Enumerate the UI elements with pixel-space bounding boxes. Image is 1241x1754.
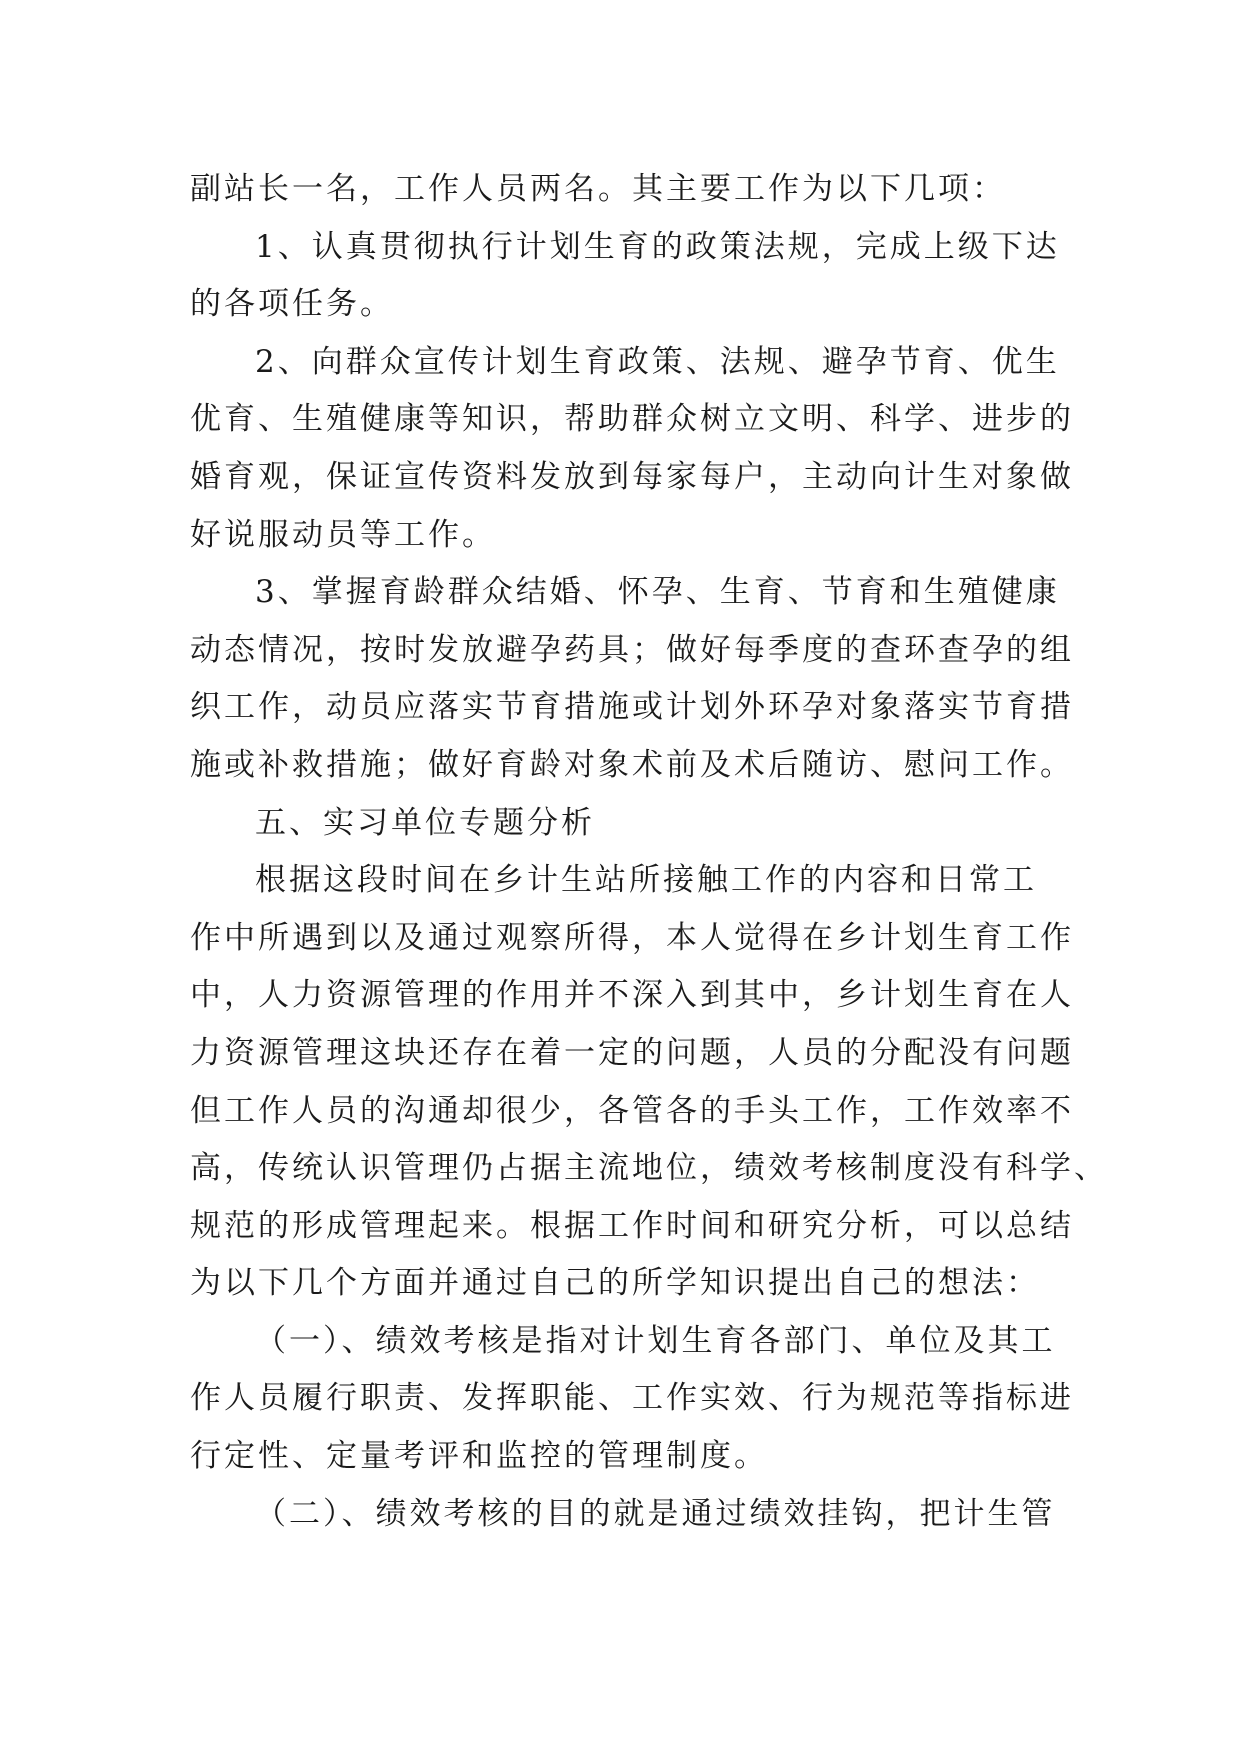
text-line: 施或补救措施；做好育龄对象术前及术后随访、慰问工作。 bbox=[190, 746, 1074, 783]
text-line: 力资源管理这块还存在着一定的问题，人员的分配没有问题 bbox=[190, 1034, 1074, 1071]
text-line: （二）、绩效考核的目的就是通过绩效挂钩，把计生管 bbox=[255, 1495, 1056, 1532]
text-line: 行定性、定量考评和监控的管理制度。 bbox=[190, 1438, 768, 1475]
text-line: 副站长一名，工作人员两名。其主要工作为以下几项： bbox=[190, 171, 1006, 207]
text-line: （一）、绩效考核是指对计划生育各部门、单位及其工 bbox=[255, 1322, 1056, 1359]
text-line: 高，传统认识管理仍占据主流地位，绩效考核制度没有科学、 bbox=[190, 1150, 1108, 1187]
text-line: 2、向群众宣传计划生育政策、法规、避孕节育、优生 bbox=[255, 343, 1060, 380]
text-line: 动态情况，按时发放避孕药具；做好每季度的查环查孕的组 bbox=[190, 631, 1074, 668]
text-line: 1、认真贯彻执行计划生育的政策法规，完成上级下达 bbox=[255, 228, 1060, 265]
document-body bbox=[190, 161, 1108, 1543]
text-line: 五、实习单位专题分析 bbox=[255, 804, 595, 841]
text-line: 作人员履行职责、发挥职能、工作实效、行为规范等指标进 bbox=[190, 1380, 1074, 1417]
text-line: 3、掌握育龄群众结婚、怀孕、生育、节育和生殖健康 bbox=[255, 574, 1060, 611]
text-line: 作中所遇到以及通过观察所得，本人觉得在乡计划生育工作 bbox=[190, 919, 1074, 956]
text-line: 婚育观，保证宣传资料发放到每家每户，主动向计生对象做 bbox=[190, 458, 1074, 495]
text-line: 规范的形成管理起来。根据工作时间和研究分析，可以总结 bbox=[190, 1207, 1074, 1244]
text-line: 好说服动员等工作。 bbox=[190, 516, 496, 553]
text-line: 根据这段时间在乡计生站所接触工作的内容和日常工 bbox=[255, 862, 1037, 899]
text-line: 的各项任务。 bbox=[190, 286, 394, 323]
text-line: 优育、生殖健康等知识，帮助群众树立文明、科学、进步的 bbox=[190, 401, 1074, 438]
text-line: 织工作，动员应落实节育措施或计划外环孕对象落实节育措 bbox=[190, 689, 1074, 726]
text-line: 为以下几个方面并通过自己的所学知识提出自己的想法： bbox=[190, 1265, 1040, 1302]
text-line: 但工作人员的沟通却很少，各管各的手头工作，工作效率不 bbox=[190, 1092, 1074, 1129]
text-line: 中，人力资源管理的作用并不深入到其中，乡计划生育在人 bbox=[190, 977, 1074, 1014]
